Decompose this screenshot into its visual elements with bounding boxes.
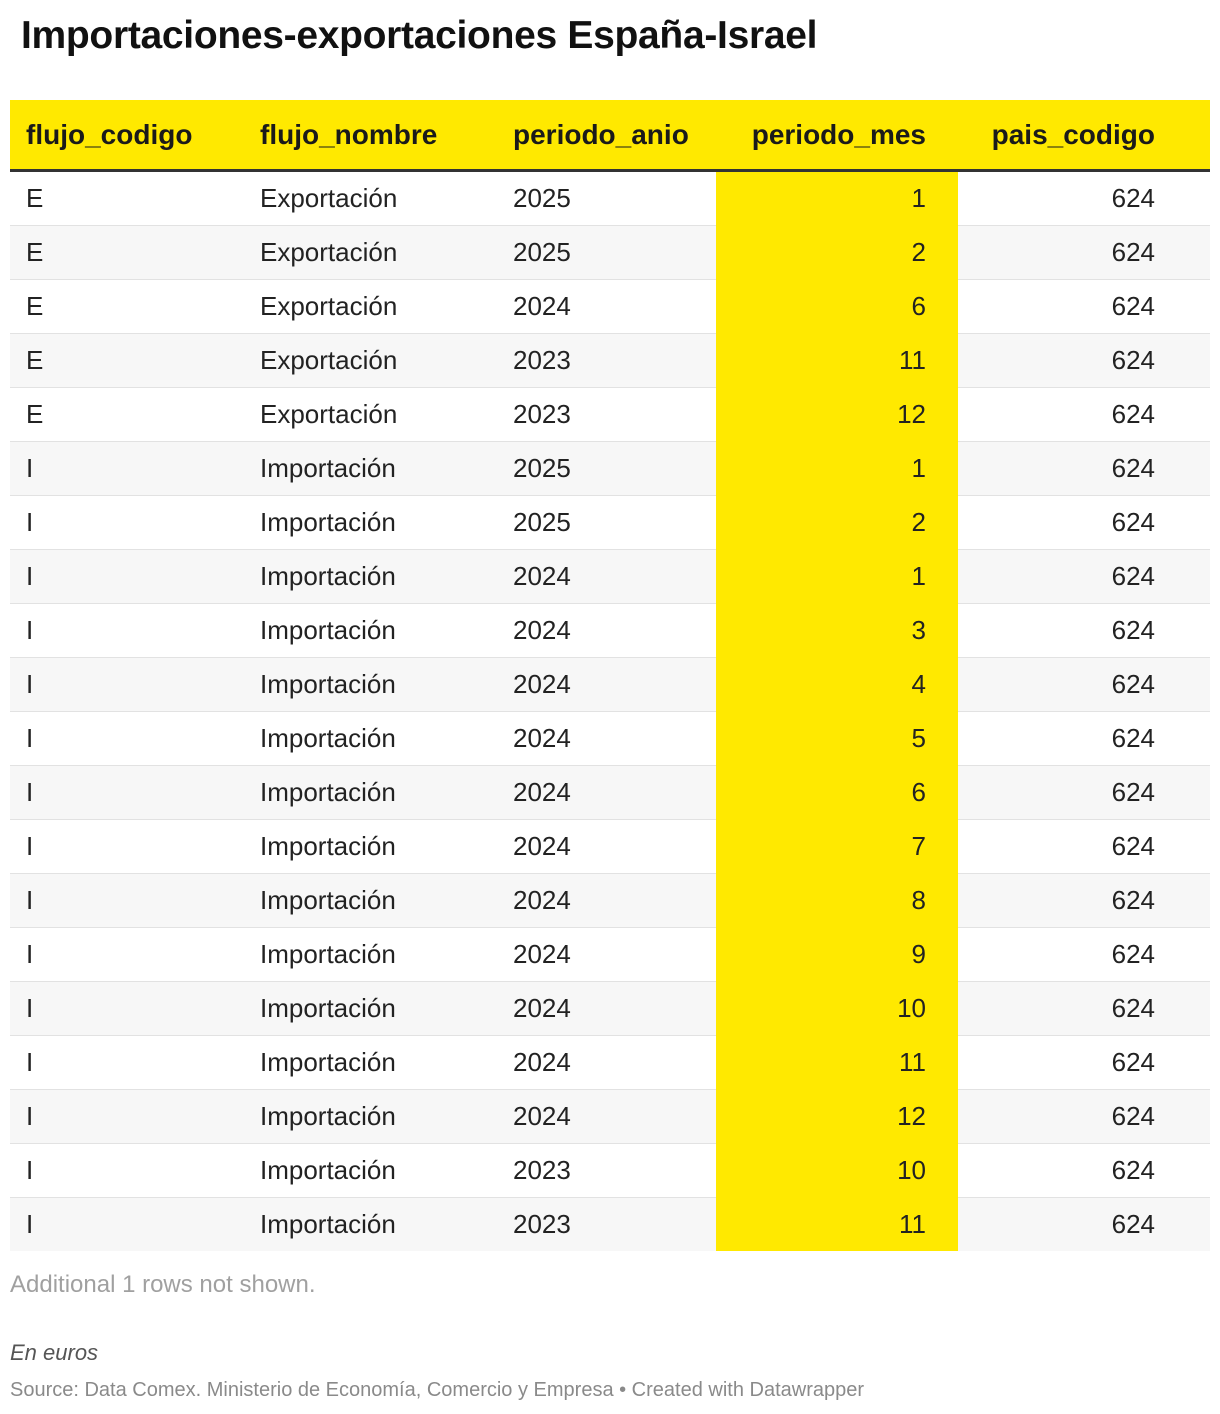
column-header-pais-codigo[interactable]: pais_codigo bbox=[958, 100, 1210, 171]
cell-periodo-anio: 2024 bbox=[494, 550, 716, 604]
cell-periodo-anio: 2024 bbox=[494, 280, 716, 334]
cell-pais-codigo: 624 bbox=[958, 334, 1210, 388]
cell-periodo-anio: 2024 bbox=[494, 712, 716, 766]
cell-periodo-anio: 2024 bbox=[494, 604, 716, 658]
cell-pais-codigo: 624 bbox=[958, 820, 1210, 874]
table-row bbox=[10, 280, 1210, 334]
cell-flujo-codigo: I bbox=[10, 766, 248, 820]
table-row bbox=[10, 334, 1210, 388]
table-row bbox=[10, 1198, 1210, 1252]
cell-flujo-nombre: Importación bbox=[248, 874, 494, 928]
cell-flujo-nombre: Importación bbox=[248, 550, 494, 604]
cell-pais-codigo: 624 bbox=[958, 442, 1210, 496]
cell-flujo-codigo: I bbox=[10, 604, 248, 658]
cell-pais-codigo: 624 bbox=[958, 1090, 1210, 1144]
cell-pais-codigo: 624 bbox=[958, 712, 1210, 766]
cell-flujo-nombre: Importación bbox=[248, 820, 494, 874]
rows-not-shown-note: Additional 1 rows not shown. bbox=[10, 1271, 316, 1298]
cell-periodo-anio: 2025 bbox=[494, 226, 716, 280]
cell-periodo-mes: 8 bbox=[716, 874, 958, 928]
cell-periodo-mes: 2 bbox=[716, 496, 958, 550]
table-row bbox=[10, 442, 1210, 496]
column-header-flujo-codigo[interactable]: flujo_codigo bbox=[10, 100, 248, 171]
cell-periodo-anio: 2024 bbox=[494, 658, 716, 712]
table-row bbox=[10, 171, 1210, 226]
cell-periodo-mes: 1 bbox=[716, 442, 958, 496]
cell-periodo-anio: 2024 bbox=[494, 1036, 716, 1090]
cell-pais-codigo: 624 bbox=[958, 874, 1210, 928]
cell-periodo-anio: 2025 bbox=[494, 442, 716, 496]
column-header-flujo-nombre[interactable]: flujo_nombre bbox=[248, 100, 494, 171]
cell-flujo-nombre: Importación bbox=[248, 1198, 494, 1252]
cell-periodo-mes: 12 bbox=[716, 1090, 958, 1144]
cell-flujo-nombre: Importación bbox=[248, 604, 494, 658]
cell-periodo-anio: 2024 bbox=[494, 982, 716, 1036]
table-row bbox=[10, 550, 1210, 604]
cell-flujo-nombre: Importación bbox=[248, 1144, 494, 1198]
cell-flujo-codigo: I bbox=[10, 1144, 248, 1198]
cell-pais-codigo: 624 bbox=[958, 226, 1210, 280]
cell-flujo-nombre: Exportación bbox=[248, 171, 494, 226]
cell-flujo-nombre: Importación bbox=[248, 1036, 494, 1090]
cell-pais-codigo: 624 bbox=[958, 496, 1210, 550]
cell-periodo-anio: 2024 bbox=[494, 874, 716, 928]
cell-periodo-mes: 1 bbox=[716, 171, 958, 226]
table-row bbox=[10, 766, 1210, 820]
cell-flujo-codigo: I bbox=[10, 1198, 248, 1252]
table-row bbox=[10, 658, 1210, 712]
cell-flujo-codigo: I bbox=[10, 1036, 248, 1090]
cell-pais-codigo: 624 bbox=[958, 1144, 1210, 1198]
table-row bbox=[10, 1090, 1210, 1144]
cell-periodo-mes: 6 bbox=[716, 766, 958, 820]
table-row bbox=[10, 1144, 1210, 1198]
cell-flujo-codigo: I bbox=[10, 874, 248, 928]
cell-periodo-mes: 1 bbox=[716, 550, 958, 604]
cell-flujo-nombre: Importación bbox=[248, 766, 494, 820]
cell-flujo-codigo: E bbox=[10, 171, 248, 226]
cell-flujo-nombre: Importación bbox=[248, 712, 494, 766]
cell-flujo-codigo: I bbox=[10, 712, 248, 766]
column-header-periodo-anio[interactable]: periodo_anio bbox=[494, 100, 716, 171]
chart-title: Importaciones-exportaciones España-Israel bbox=[21, 14, 818, 57]
cell-flujo-codigo: I bbox=[10, 496, 248, 550]
data-table-container bbox=[10, 100, 1210, 1251]
cell-flujo-codigo: E bbox=[10, 388, 248, 442]
cell-periodo-mes: 2 bbox=[716, 226, 958, 280]
cell-flujo-codigo: I bbox=[10, 550, 248, 604]
cell-flujo-codigo: I bbox=[10, 928, 248, 982]
cell-periodo-mes: 9 bbox=[716, 928, 958, 982]
cell-periodo-mes: 10 bbox=[716, 1144, 958, 1198]
cell-periodo-mes: 6 bbox=[716, 280, 958, 334]
table-header bbox=[10, 100, 1210, 171]
cell-flujo-nombre: Exportación bbox=[248, 226, 494, 280]
cell-periodo-mes: 4 bbox=[716, 658, 958, 712]
cell-periodo-anio: 2023 bbox=[494, 1144, 716, 1198]
column-header-periodo-mes[interactable]: periodo_mes bbox=[716, 100, 958, 171]
cell-pais-codigo: 624 bbox=[958, 1036, 1210, 1090]
source-line: Source: Data Comex. Ministerio de Economía, Comercio y Empresa • Created with Datawrapper bbox=[10, 1379, 865, 1401]
cell-flujo-codigo: I bbox=[10, 1090, 248, 1144]
cell-periodo-mes: 11 bbox=[716, 1036, 958, 1090]
cell-flujo-nombre: Importación bbox=[248, 928, 494, 982]
header-row bbox=[10, 100, 1210, 171]
cell-periodo-anio: 2024 bbox=[494, 820, 716, 874]
cell-pais-codigo: 624 bbox=[958, 280, 1210, 334]
cell-pais-codigo: 624 bbox=[958, 928, 1210, 982]
cell-flujo-nombre: Importación bbox=[248, 982, 494, 1036]
table-row bbox=[10, 388, 1210, 442]
cell-periodo-anio: 2024 bbox=[494, 766, 716, 820]
cell-periodo-mes: 3 bbox=[716, 604, 958, 658]
cell-flujo-nombre: Exportación bbox=[248, 334, 494, 388]
cell-periodo-anio: 2024 bbox=[494, 928, 716, 982]
table-row bbox=[10, 874, 1210, 928]
table-row bbox=[10, 820, 1210, 874]
cell-periodo-anio: 2025 bbox=[494, 496, 716, 550]
cell-pais-codigo: 624 bbox=[958, 658, 1210, 712]
cell-flujo-nombre: Exportación bbox=[248, 280, 494, 334]
cell-pais-codigo: 624 bbox=[958, 766, 1210, 820]
cell-periodo-anio: 2023 bbox=[494, 334, 716, 388]
table-row bbox=[10, 982, 1210, 1036]
cell-flujo-nombre: Exportación bbox=[248, 388, 494, 442]
cell-flujo-nombre: Importación bbox=[248, 442, 494, 496]
cell-flujo-codigo: I bbox=[10, 442, 248, 496]
cell-periodo-mes: 12 bbox=[716, 388, 958, 442]
cell-flujo-nombre: Importación bbox=[248, 658, 494, 712]
cell-flujo-codigo: E bbox=[10, 280, 248, 334]
unit-note: En euros bbox=[10, 1340, 99, 1365]
table-row bbox=[10, 604, 1210, 658]
cell-pais-codigo: 624 bbox=[958, 1198, 1210, 1252]
data-table bbox=[10, 100, 1210, 1251]
cell-flujo-nombre: Importación bbox=[248, 1090, 494, 1144]
cell-periodo-anio: 2023 bbox=[494, 1198, 716, 1252]
cell-pais-codigo: 624 bbox=[958, 171, 1210, 226]
cell-periodo-mes: 11 bbox=[716, 1198, 958, 1252]
cell-periodo-mes: 10 bbox=[716, 982, 958, 1036]
cell-flujo-codigo: I bbox=[10, 982, 248, 1036]
cell-periodo-mes: 7 bbox=[716, 820, 958, 874]
table-body bbox=[10, 171, 1210, 1252]
cell-pais-codigo: 624 bbox=[958, 388, 1210, 442]
table-row bbox=[10, 1036, 1210, 1090]
table-row bbox=[10, 496, 1210, 550]
cell-periodo-anio: 2025 bbox=[494, 171, 716, 226]
cell-periodo-anio: 2023 bbox=[494, 388, 716, 442]
cell-flujo-codigo: E bbox=[10, 226, 248, 280]
table-row bbox=[10, 712, 1210, 766]
cell-flujo-nombre: Importación bbox=[248, 496, 494, 550]
cell-pais-codigo: 624 bbox=[958, 550, 1210, 604]
cell-flujo-codigo: E bbox=[10, 334, 248, 388]
cell-periodo-mes: 11 bbox=[716, 334, 958, 388]
cell-flujo-codigo: I bbox=[10, 658, 248, 712]
table-row bbox=[10, 928, 1210, 982]
cell-pais-codigo: 624 bbox=[958, 604, 1210, 658]
cell-periodo-mes: 5 bbox=[716, 712, 958, 766]
table-row bbox=[10, 226, 1210, 280]
cell-flujo-codigo: I bbox=[10, 820, 248, 874]
cell-pais-codigo: 624 bbox=[958, 982, 1210, 1036]
cell-periodo-anio: 2024 bbox=[494, 1090, 716, 1144]
